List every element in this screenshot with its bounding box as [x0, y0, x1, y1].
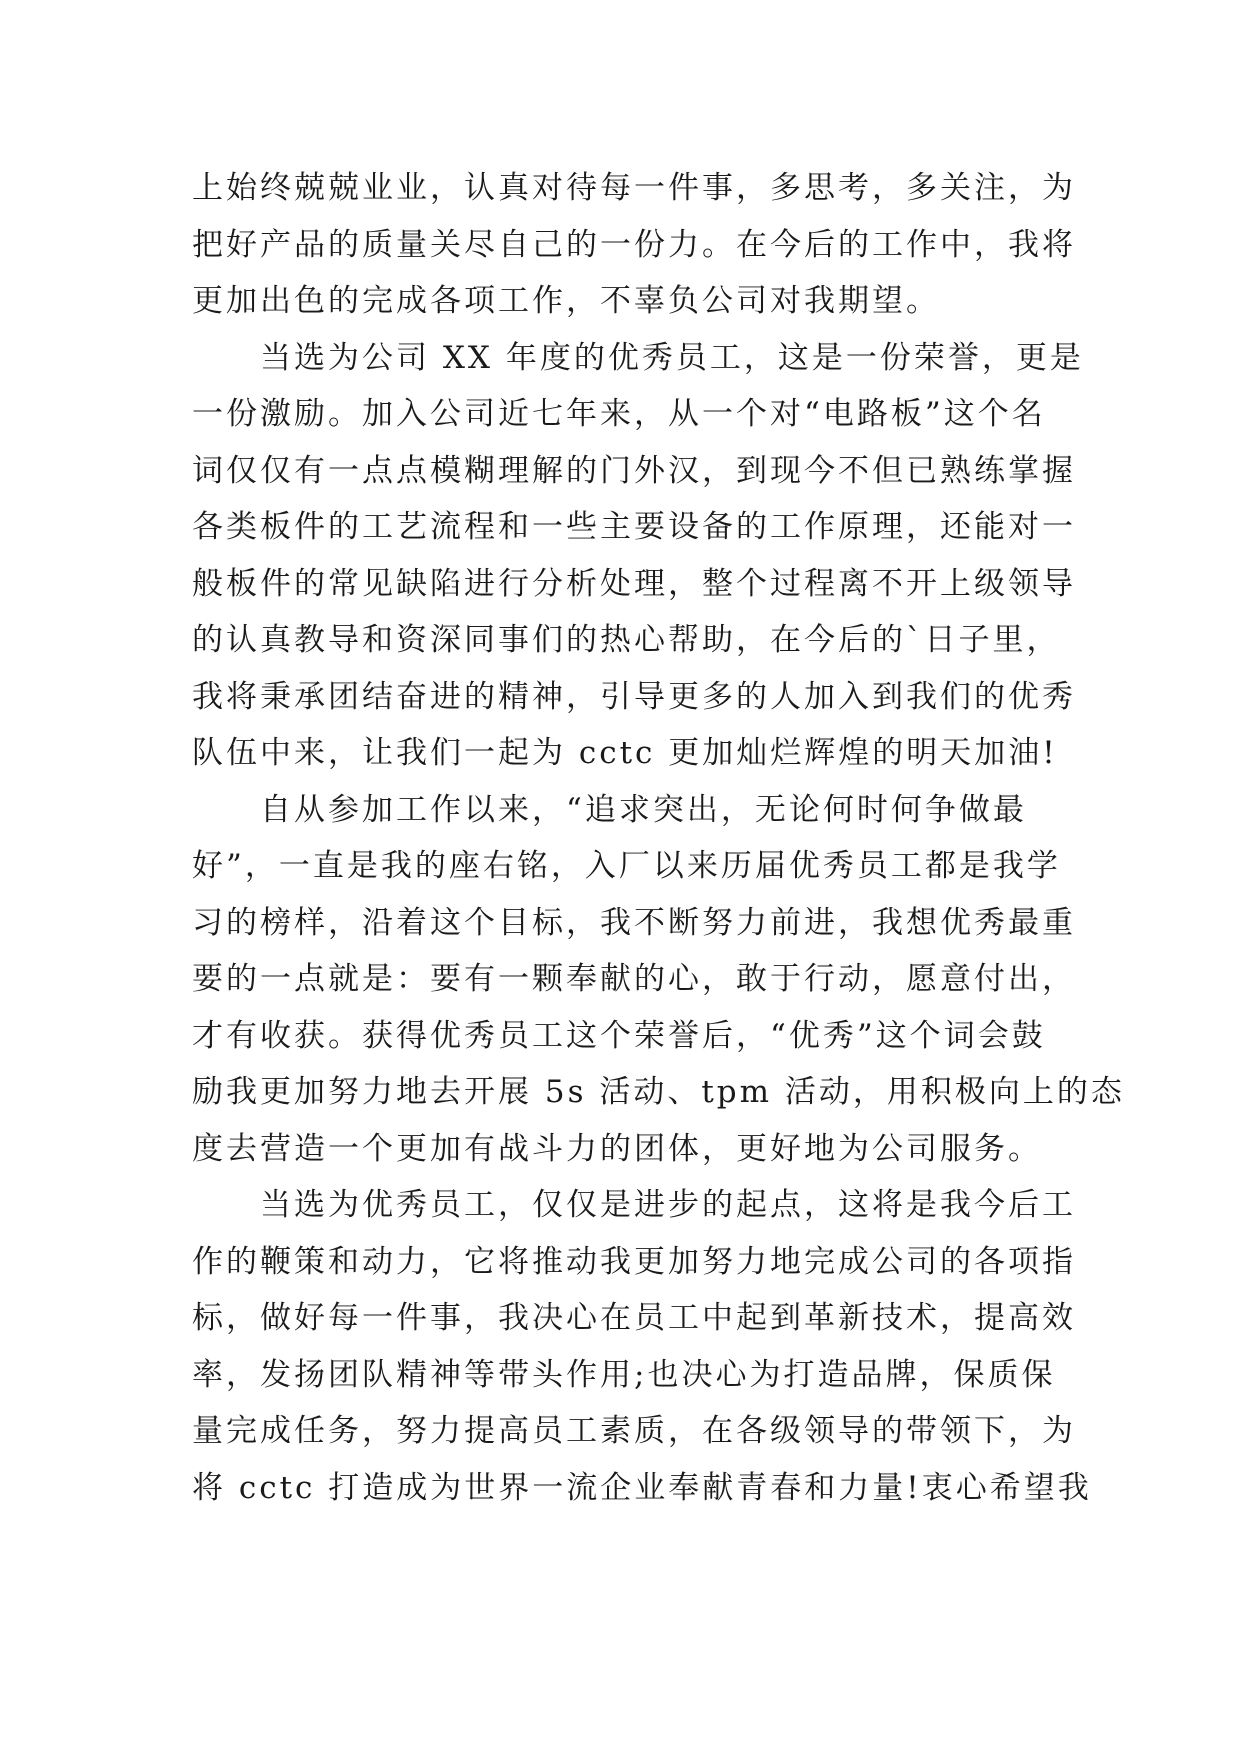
text-line: 率，发扬团队精神等带头作用;也决心为打造品牌，保质保 [192, 1356, 1056, 1393]
text-line: 一份激励。加入公司近七年来，从一个对“电路板”这个名 [192, 396, 1046, 432]
text-line: 标，做好每一件事，我决心在员工中起到革新技术，提高效 [192, 1300, 1076, 1336]
text-line: 习的榜样，沿着这个目标，我不断努力前进，我想优秀最重 [192, 904, 1076, 941]
paragraph-first-line: 当选为公司 XX 年度的优秀员工，这是一份荣誉，更是 [260, 339, 1084, 376]
text-line: 度去营造一个更加有战斗力的团体，更好地为公司服务。 [192, 1130, 1042, 1167]
paragraph-first-line: 当选为优秀员工，仅仅是进步的起点，这将是我今后工 [260, 1187, 1076, 1223]
text-line: 将 cctc 打造成为世界一流企业奉献青春和力量!衷心希望我 [192, 1469, 1092, 1506]
text-line: 更加出色的完成各项工作，不辜负公司对我期望。 [192, 283, 940, 319]
text-line: 把好产品的质量关尽自己的一份力。在今后的工作中，我将 [192, 226, 1076, 263]
text-line: 队伍中来，让我们一起为 cctc 更加灿烂辉煌的明天加油! [192, 735, 1058, 771]
text-line: 才有收获。获得优秀员工这个荣誉后，“优秀”这个词会鼓 [192, 1017, 1046, 1054]
text-line: 般板件的常见缺陷进行分析处理，整个过程离不开上级领导 [192, 565, 1076, 602]
text-line: 词仅仅有一点点模糊理解的门外汉，到现今不但已熟练掌握 [192, 452, 1076, 489]
document-body [192, 160, 1125, 1516]
text-line: 我将秉承团结奋进的精神，引导更多的人加入到我们的优秀 [192, 678, 1076, 715]
text-line: 上始终兢兢业业，认真对待每一件事，多思考，多关注，为 [192, 170, 1076, 206]
text-line: 要的一点就是：要有一颗奉献的心，敢于行动，愿意付出， [192, 961, 1076, 997]
text-line: 各类板件的工艺流程和一些主要设备的工作原理，还能对一 [192, 509, 1076, 545]
text-line: 的认真教导和资深同事们的热心帮助，在今后的`日子里， [192, 622, 1061, 658]
paragraph-first-line: 自从参加工作以来，“追求突出，无论何时何争做最 [260, 791, 1027, 828]
text-line: 好”，一直是我的座右铭，入厂以来历届优秀员工都是我学 [192, 848, 1061, 884]
text-line: 作的鞭策和动力，它将推动我更加努力地完成公司的各项指 [192, 1243, 1076, 1280]
text-line: 励我更加努力地去开展 5s 活动、tpm 活动，用积极向上的态 [192, 1074, 1125, 1110]
text-line: 量完成任务，努力提高员工素质，在各级领导的带领下，为 [192, 1413, 1076, 1449]
